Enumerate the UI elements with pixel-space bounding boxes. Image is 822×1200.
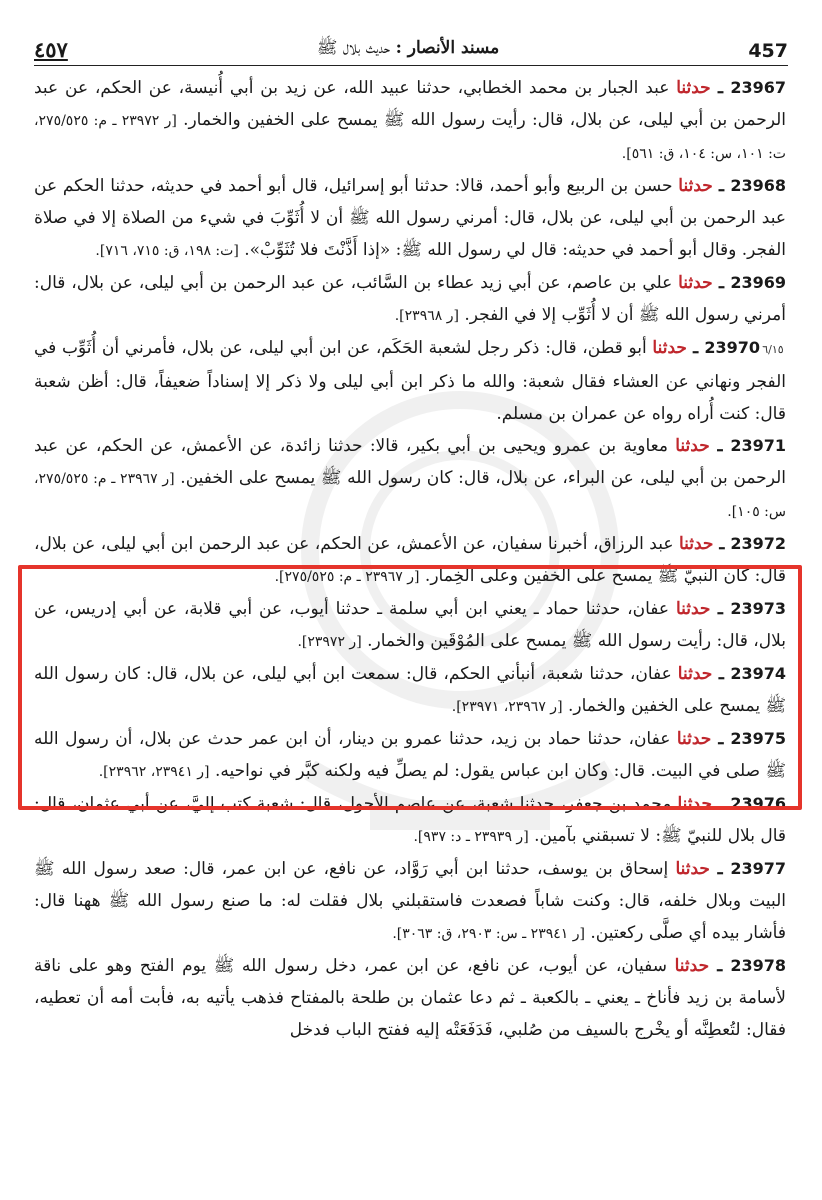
hadith-number: 23973 [730, 599, 786, 618]
hadith-text: علي بن عاصم، عن أبي زيد عطاء بن السَّائب، عن عبد الرحمن بن أبي ليلى، عن بلال، قال: أمرني رسول الله ﷺ أن لا أُثَوِّب إلا في الفجر. [34, 273, 786, 325]
hadith-number: 23972 [730, 534, 786, 553]
hadith-entry: ٦/١٥23970 ـ حدثنا أبو قطن، قال: ذكر رجل لشعبة الحَكَم، عن ابن أبي ليلى، عن بلال، فأمرني أن أُثَوِّب في الفجر ونهاني عن العشاء فقال شعبة: والله ما ذكر ابن أبي ليلى ولا ذكر إلا إسناداً ضعيفاً، قال: أظن شعبة قال: كنت أُراه رواه عن عمران بن مسلم. [34, 332, 786, 430]
hadith-text: محمد بن جعفر، حدثنا شعبة، عن عاصم الأحول، قال: شعبة كتب إليَّ، عن أبي عثمان، قال: قال بلال للنبيّ ﷺ: لا تسبقني بآمين. [34, 794, 786, 846]
hadith-number: 23977 [730, 859, 786, 878]
hadith-keyword: حدثنا [678, 176, 713, 196]
hadith-reference: [ت: ١٩٨، ق: ٧١٥، ٧١٦]. [95, 243, 239, 259]
hadith-entry: 23971 ـ حدثنا معاوية بن عمرو ويحيى بن أبي بكير، قالا: حدثنا زائدة، عن الأعمش، عن الحكم، عن عبد الرحمن بن أبي ليلى، عن البراء، عن بلال، قال: كان رسول الله ﷺ يمسح على الخفين. [ر ٢٣٩٦٧ ـ م: ٢٧٥/٥٢٥، س: ١٠٥]. [34, 436, 786, 520]
hadith-keyword: حدثنا [675, 599, 711, 619]
hadith-entry: 23977 ـ حدثنا إسحاق بن يوسف، حدثنا ابن أبي رَوَّاد، عن نافع، عن ابن عمر، قال: صعد رسول الله ﷺ البيت وبلال خلفه، قال: وكنت شاباً فصعدت فاستقبلني بلال فقلت له: ما صنع رسول الله ﷺ ههنا قال: فأشار بيده أي صلَّى ركعتين. [ر ٢٣٩٤١ ـ س: ٢٩٠٣، ق: ٣٠٦٣]. [34, 859, 786, 943]
hadith-keyword: حدثنا [678, 273, 713, 293]
hadith-reference: [ر ٢٣٩٣٩ ـ د: ٩٣٧]. [413, 829, 529, 845]
hadith-keyword: حدثنا [652, 338, 687, 358]
hadith-text: عبد الرزاق، أخبرنا سفيان، عن الأعمش، عن الحكم، عن عبد الرحمن ابن أبي ليلى، عن بلال، قال: كان النبيّ ﷺ يمسح على الخفين وعلى الخِمار. [34, 534, 786, 586]
hadith-keyword: حدثنا [676, 78, 711, 98]
hadith-text: سفيان، عن أيوب، عن نافع، عن ابن عمر، دخل رسول الله ﷺ يوم الفتح وهو على ناقة لأسامة بن زيد فأناخ ـ يعني ـ بالكعبة ـ ثم دعا عثمان بن طلحة بالمفتاح فذهب يأتيه به، فأبت أمه أن تعطيه، فقال: لتُعطِنَّه أو يخْرج بالسيف من صُلبي، فَدَفَعَتْه إليه ففتح الباب فدخل [34, 956, 786, 1040]
hadith-number: 23967 [730, 78, 787, 97]
hadith-number: 23975 [730, 729, 786, 748]
hadith-reference: [ر ٢٣٩٦٧ ـ م: ٢٧٥/٥٢٥، س: ١٠٥]. [34, 471, 786, 520]
hadith-entry: 23976 ـ حدثنا محمد بن جعفر، حدثنا شعبة، عن عاصم الأحول، قال: شعبة كتب إليَّ، عن أبي عثمان، قال: قال بلال للنبيّ ﷺ: لا تسبقني بآمين. [ر ٢٣٩٣٩ ـ د: ٩٣٧]. [34, 794, 786, 846]
hadith-reference: [ر ٢٣٩٦٨]. [394, 308, 459, 324]
hadith-keyword: حدثنا [674, 956, 710, 976]
hadith-text: إسحاق بن يوسف، حدثنا ابن أبي رَوَّاد، عن نافع، عن ابن عمر، قال: صعد رسول الله ﷺ البيت وبلال خلفه، قال: وكنت شاباً فصعدت فاستقبلني بلال فقلت له: ما صنع رسول الله ﷺ ههنا قال: فأشار بيده أي صلَّى ركعتين. [34, 859, 786, 943]
hadith-entry: 23973 ـ حدثنا عفان، حدثنا حماد ـ يعني ابن أبي سلمة ـ حدثنا أيوب، عن أبي قلابة، عن أبي إدريس، عن بلال، قال: رأيت رسول الله ﷺ يمسح على المُوْقَين والخمار. [ر ٢٣٩٧٢]. [34, 599, 786, 651]
hadith-text: أبو قطن، قال: ذكر رجل لشعبة الحَكَم، عن ابن أبي ليلى، عن بلال، فأمرني أن أُثَوِّب في الفجر ونهاني عن العشاء فقال شعبة: والله ما ذكر ابن أبي ليلى ولا ذكر إلا إسناداً ضعيفاً، قال: أظن شعبة قال: كنت أُراه رواه عن عمران بن مسلم. [34, 338, 786, 424]
hadith-entry: 23974 ـ حدثنا عفان، حدثنا شعبة، أنبأني الحكم، قال: سمعت ابن أبي ليلى، عن بلال، قال: كان رسول الله ﷺ يمسح على الخفين والخمار. [ر ٢٣٩٦٧، ٢٣٩٧١]. [34, 664, 787, 716]
hadith-entry: 23975 ـ حدثنا عفان، حدثنا حماد بن زيد، حدثنا عمرو بن دينار، أن ابن عمر حدث عن بلال، أن رسول الله ﷺ صلى في البيت. قال: وكان ابن عباس يقول: لم يصلِّ فيه ولكنه كبَّر في نواحيه. [ر ٢٣٩٤١، ٢٣٩٦٢]. [34, 729, 786, 781]
hadith-number: 23974 [730, 664, 787, 683]
hadith-text: عفان، حدثنا حماد بن زيد، حدثنا عمرو بن دينار، أن ابن عمر حدث عن بلال، أن رسول الله ﷺ صلى في البيت. قال: وكان ابن عباس يقول: لم يصلِّ فيه ولكنه كبَّر في نواحيه. [34, 729, 786, 781]
hadith-reference: [ر ٢٣٩٤١ ـ س: ٢٩٠٣، ق: ٣٠٦٣]. [392, 926, 585, 942]
page-header [34, 28, 788, 66]
hadith-list [34, 72, 786, 1046]
hadith-reference: [ر ٢٣٩٧٢]. [297, 634, 362, 650]
hadith-entry: 23972 ـ حدثنا عبد الرزاق، أخبرنا سفيان، عن الأعمش، عن الحكم، عن عبد الرحمن ابن أبي ليلى، عن بلال، قال: كان النبيّ ﷺ يمسح على الخفين وعلى الخِمار. [ر ٢٣٩٦٧ ـ م: ٢٧٥/٥٢٥]. [34, 534, 786, 586]
hadith-number: 23971 [730, 436, 786, 455]
hadith-text: حسن بن الربيع وأبو أحمد، قالا: حدثنا أبو إسرائيل، قال أبو أحمد في حديثه، حدثنا الحكم عن عبد الرحمن بن أبي ليلى، عن بلال، قال: أمرني رسول الله ﷺ أن لا أُثَوِّبَ في شيء من الصلاة إلا في صلاة الفجر. وقال أبو أحمد في حديثه: قال لي رسول الله ﷺ: «إذا أَذَّنْتَ فلا تُثَوِّبْ». [34, 176, 786, 260]
hadith-keyword: حدثنا [677, 794, 712, 814]
hadith-entry: 23978 ـ حدثنا سفيان، عن أيوب، عن نافع، عن ابن عمر، دخل رسول الله ﷺ يوم الفتح وهو على ناقة لأسامة بن زيد فأناخ ـ يعني ـ بالكعبة ـ ثم دعا عثمان بن طلحة بالمفتاح فذهب يأتيه به، فأبت أمه أن تعطيه، فقال: لتُعطِنَّه أو يخْرج بالسيف من صُلبي، فَدَفَعَتْه إليه ففتح الباب فدخل [34, 956, 786, 1040]
margin-note: ٦/١٥ [762, 343, 784, 356]
running-title-book: مسند الأنصار : [395, 38, 500, 58]
hadith-entry: 23968 ـ حدثنا حسن بن الربيع وأبو أحمد، قالا: حدثنا أبو إسرائيل، قال أبو أحمد في حديثه، حدثنا الحكم عن عبد الرحمن بن أبي ليلى، عن بلال، قال: أمرني رسول الله ﷺ أن لا أُثَوِّبَ في شيء من الصلاة إلا في صلاة الفجر. وقال أبو أحمد في حديثه: قال لي رسول الله ﷺ: «إذا أَذَّنْتَ فلا تُثَوِّبْ». [ت: ١٩٨، ق: ٧١٥، ٧١٦]. [34, 176, 786, 260]
hadith-number: 23978 [730, 956, 786, 975]
hadith-keyword: حدثنا [676, 729, 712, 749]
hadith-reference: [ر ٢٣٩٦٧ ـ م: ٢٧٥/٥٢٥]. [274, 569, 420, 585]
hadith-number: 23968 [730, 176, 786, 195]
hadith-text: عبد الجبار بن محمد الخطابي، حدثنا عبيد الله، عن زيد بن أبي أُنيسة، عن الحكم، عن عبد الرحمن بن أبي ليلى، عن بلال، قال: رأيت رسول الله ﷺ يمسح على الخفين والخمار. [34, 78, 786, 130]
hadith-number: 23976 [730, 794, 786, 813]
hadith-text: معاوية بن عمرو ويحيى بن أبي بكير، قالا: حدثنا زائدة، عن الأعمش، عن الحكم، عن عبد الرحمن بن أبي ليلى، عن البراء، عن بلال، قال: كان رسول الله ﷺ يمسح على الخفين. [34, 436, 786, 488]
hadith-text: عفان، حدثنا شعبة، أنبأني الحكم، قال: سمعت ابن أبي ليلى، عن بلال، قال: كان رسول الله ﷺ يمسح على الخفين والخمار. [34, 664, 786, 716]
hadith-entry: 23969 ـ حدثنا علي بن عاصم، عن أبي زيد عطاء بن السَّائب، عن عبد الرحمن بن أبي ليلى، عن بلال، قال: أمرني رسول الله ﷺ أن لا أُثَوِّب إلا في الفجر. [ر ٢٣٩٦٨]. [34, 273, 786, 325]
hadith-reference: [ر ٢٣٩٧٢ ـ م: ٢٧٥/٥٢٥، ت: ١٠١، س: ١٠٤، ق: ٥٦١]. [34, 113, 786, 162]
page-number-latin: 457 [748, 40, 788, 62]
hadith-reference: [ر ٢٣٩٤١، ٢٣٩٦٢]. [98, 764, 210, 780]
hadith-keyword: حدثنا [675, 436, 710, 456]
hadith-keyword: حدثنا [675, 859, 710, 879]
hadith-keyword: حدثنا [677, 664, 713, 684]
hadith-text: عفان، حدثنا حماد ـ يعني ابن أبي سلمة ـ حدثنا أيوب، عن أبي قلابة، عن أبي إدريس، عن بلال، قال: رأيت رسول الله ﷺ يمسح على المُوْقَين والخمار. [34, 599, 786, 651]
running-title [317, 37, 499, 62]
running-title-section: حديث بلال ﷺ [316, 38, 391, 58]
hadith-reference: [ر ٢٣٩٦٧، ٢٣٩٧١]. [451, 699, 563, 715]
hadith-number: 23970 [704, 338, 760, 357]
hadith-keyword: حدثنا [678, 534, 714, 554]
page-number-arabic: ٤٥٧ [34, 37, 68, 62]
hadith-entry: 23967 ـ حدثنا عبد الجبار بن محمد الخطابي، حدثنا عبيد الله، عن زيد بن أبي أُنيسة، عن الحكم، عن عبد الرحمن بن أبي ليلى، عن بلال، قال: رأيت رسول الله ﷺ يمسح على الخفين والخمار. [ر ٢٣٩٧٢ ـ م: ٢٧٥/٥٢٥، ت: ١٠١، س: ١٠٤، ق: ٥٦١]. [34, 78, 787, 162]
hadith-number: 23969 [730, 273, 786, 292]
